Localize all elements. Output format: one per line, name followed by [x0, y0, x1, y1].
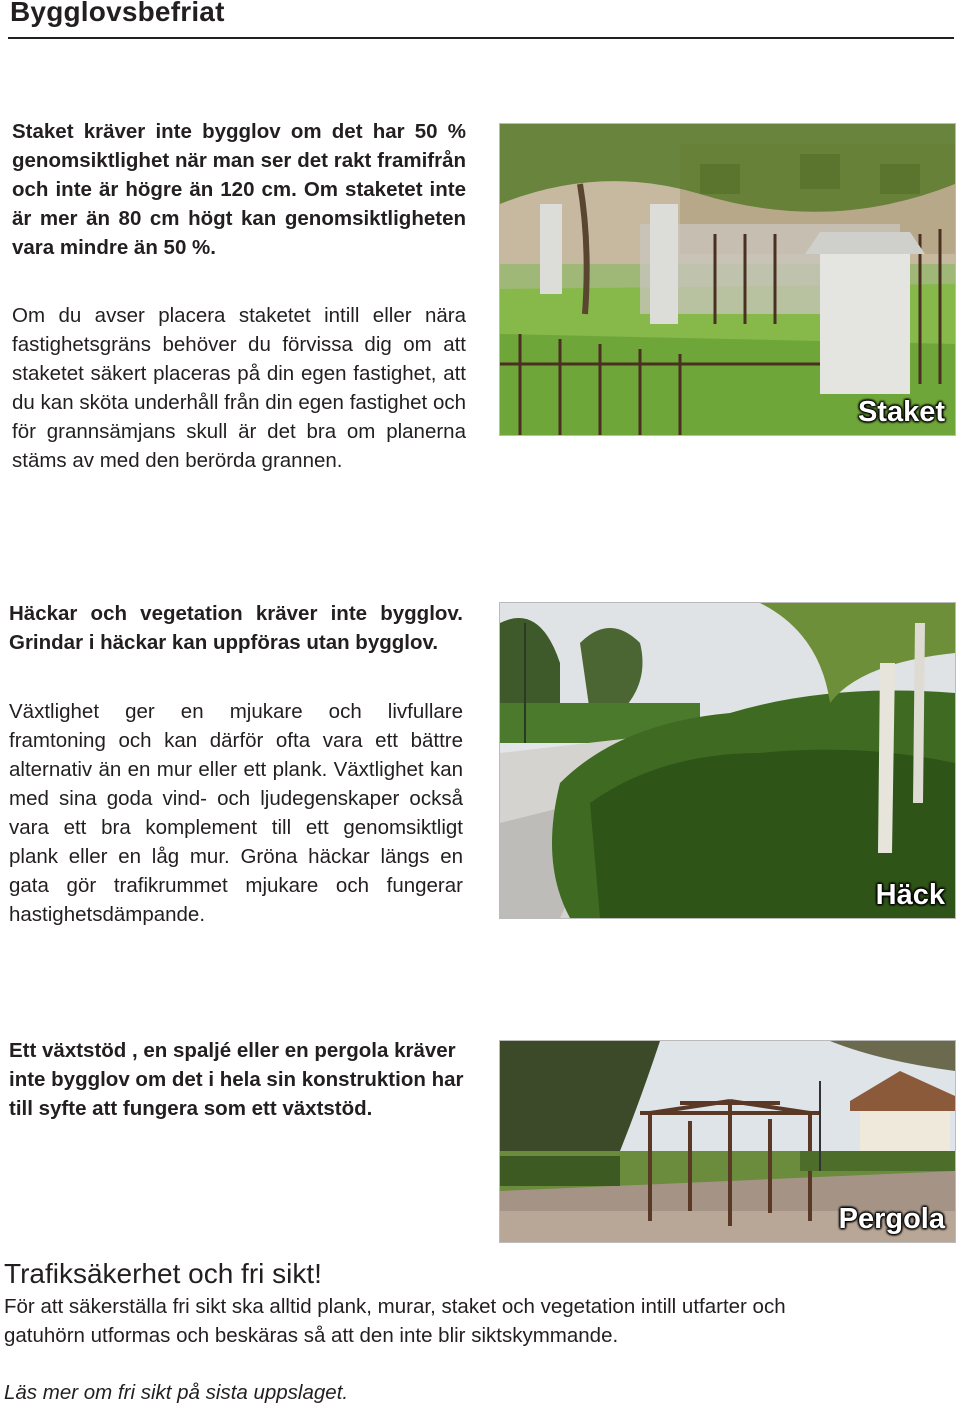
hack-body-text: Växtlighet ger en mjukare och livfullare framtoning och kan därför ofta vara ett bättre alternativ än en mur eller ett plank. Växtlighet kan med sina goda vind- och ljudegenskaper också vara ett bra komplement till ett genomsiktligt plank eller en låg mur. Gröna häckar längs en gata gör trafikrummet mjukare och fungerar hastighetsdämpande. — [9, 700, 463, 926]
hack-photo-label: Häck — [875, 879, 945, 911]
page-title: Bygglovsbefriat — [10, 0, 225, 27]
pergola-photo-label: Pergola — [838, 1203, 945, 1235]
staket-photo-label: Staket — [857, 396, 945, 428]
pergola-photo — [499, 1040, 956, 1243]
traffic-text-line-1: För att säkerställa fri sikt ska alltid plank, murar, staket och vegetation intill utfarter och — [4, 1295, 786, 1318]
staket-body-text: Om du avser placera staketet intill eller nära fastighetsgräns behöver du förvissa dig om att staketet säkert placeras på din egen fastighet, att du kan sköta underhåll från din egen fastighet och för grannsämjans skull är det bra om planerna stäms av med den berörda grannen. — [12, 304, 466, 472]
staket-bold-text: Staket kräver inte bygglov om det har 50 % genomsiktlighet när man ser det rakt framifrån och inte är högre än 120 cm. Om staketet inte är mer än 80 cm högt kan genomsiktligheten vara mindre än 50 %. — [12, 120, 466, 259]
hack-photo — [499, 602, 956, 919]
traffic-text-line-2: gatuhörn utformas och beskäras så att den inte blir siktskymmande. — [4, 1324, 619, 1347]
hack-bold-text: Häckar och vegetation kräver inte bygglov. Grindar i häckar kan uppföras utan bygglov. — [9, 602, 463, 654]
pergola-bold-text: Ett växtstöd , en spaljé eller en pergola kräver inte bygglov om det i hela sin konstruktion har till syfte att fungera som ett växtstöd. — [9, 1039, 464, 1120]
title-rule — [8, 37, 954, 39]
staket-photo — [499, 123, 956, 436]
traffic-heading: Trafiksäkerhet och fri sikt! — [4, 1258, 322, 1289]
read-more-text: Läs mer om fri sikt på sista uppslaget. — [4, 1381, 349, 1404]
